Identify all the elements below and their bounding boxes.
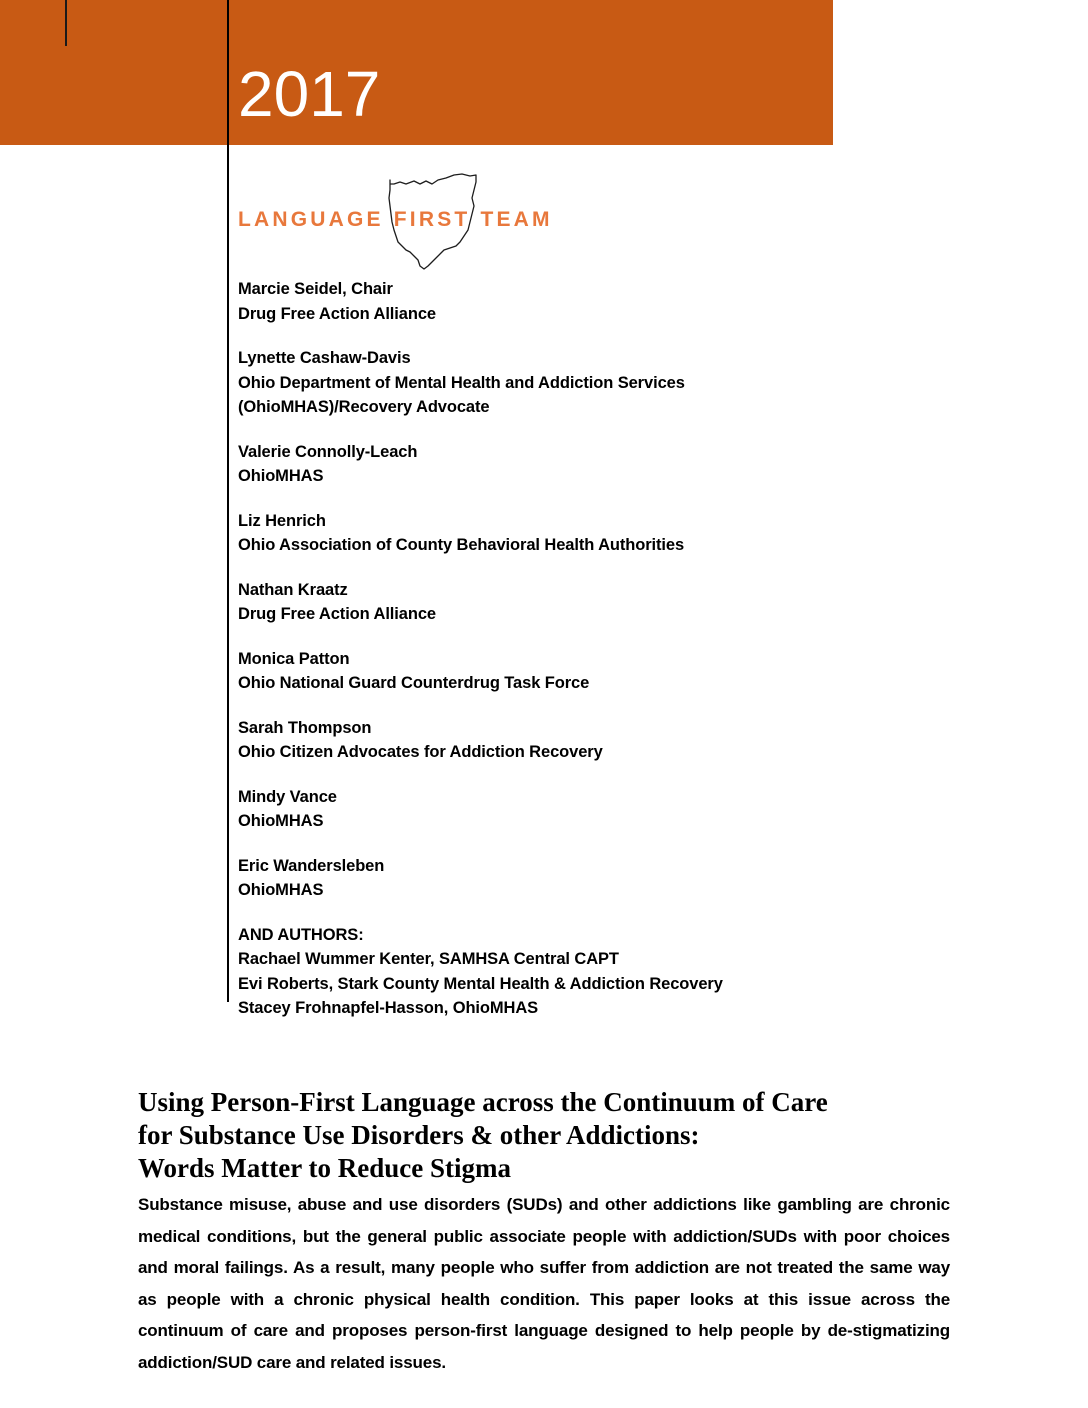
member-affiliation: (OhioMHAS)/Recovery Advocate [238,398,490,416]
paper-abstract: Substance misuse, abuse and use disorders (SUDs) and other addictions like gambling are chronic medical conditions, but the general public associate people with addiction/SUDs with poor choices and moral failings. As a result, many people who suffer from addiction are not treated the same way as people with a chronic physical health condition. This paper looks at this issue across the continuum of care and proposes person-first language designed to help people by de-stigmatizing addiction/SUD care and related issues. [138,1195,950,1372]
member-affiliation: OhioMHAS [238,881,324,899]
member-affiliation: Ohio Association of County Behavioral Health Authorities [238,536,685,554]
language-first-team-logo [238,170,568,276]
paper-title [138,1086,950,1185]
member-name: Liz Henrich [238,511,326,530]
paper-title-line-3: Words Matter to Reduce Stigma [138,1153,511,1183]
member-name: Lynette Cashaw-Davis [238,349,411,367]
member-affiliation: Ohio Department of Mental Health and Addiction Services [238,373,685,392]
member-affiliation: Evi Roberts, Stark County Mental Health & Addiction Recovery [238,974,723,993]
member-entry [238,509,858,558]
member-name: AND AUTHORS: [238,925,364,944]
member-affiliation: Drug Free Action Alliance [238,605,436,623]
member-name: Eric Wandersleben [238,856,385,875]
member-name: Valerie Connolly-Leach [238,442,418,461]
member-entry [238,854,858,903]
logo-word-first: FIRST [393,208,471,231]
member-affiliation: OhioMHAS [238,467,324,485]
member-name: Mindy Vance [238,787,337,806]
member-entry [238,647,858,696]
member-affiliation: Rachael Wummer Kenter, SAMHSA Central CAPT [238,950,619,968]
vertical-divider-rule [227,0,229,1002]
paper-title-line-1: Using Person-First Language across the Continuum of Care [138,1087,828,1117]
member-name: Monica Patton [238,649,350,668]
member-entry [238,578,858,627]
paper-title-line-2: for Substance Use Disorders & other Addictions: [138,1120,700,1150]
logo-wordmark [238,208,568,232]
member-affiliation: Ohio National Guard Counterdrug Task Force [238,674,590,692]
member-name: Sarah Thompson [238,718,372,737]
member-affiliation: Stacey Frohnapfel-Hasson, OhioMHAS [238,999,539,1017]
paper-section [138,1086,950,1395]
header-banner [0,0,833,145]
member-entry [238,440,858,489]
logo-word-team: TEAM [480,208,553,231]
member-entry [238,716,858,765]
member-entry [238,923,858,1021]
member-affiliation: Ohio Citizen Advocates for Addiction Recovery [238,743,603,761]
member-name: Nathan Kraatz [238,580,348,599]
member-entry [238,277,858,326]
member-affiliation: Drug Free Action Alliance [238,304,436,323]
team-member-list [238,277,858,1021]
member-entry [238,346,858,420]
member-name: Marcie Seidel, Chair [238,280,393,298]
logo-word-language: LANGUAGE [238,208,384,231]
member-entry [238,785,858,834]
member-affiliation: OhioMHAS [238,812,324,830]
header-tick-mark [65,0,67,46]
year-label: 2017 [238,58,381,130]
